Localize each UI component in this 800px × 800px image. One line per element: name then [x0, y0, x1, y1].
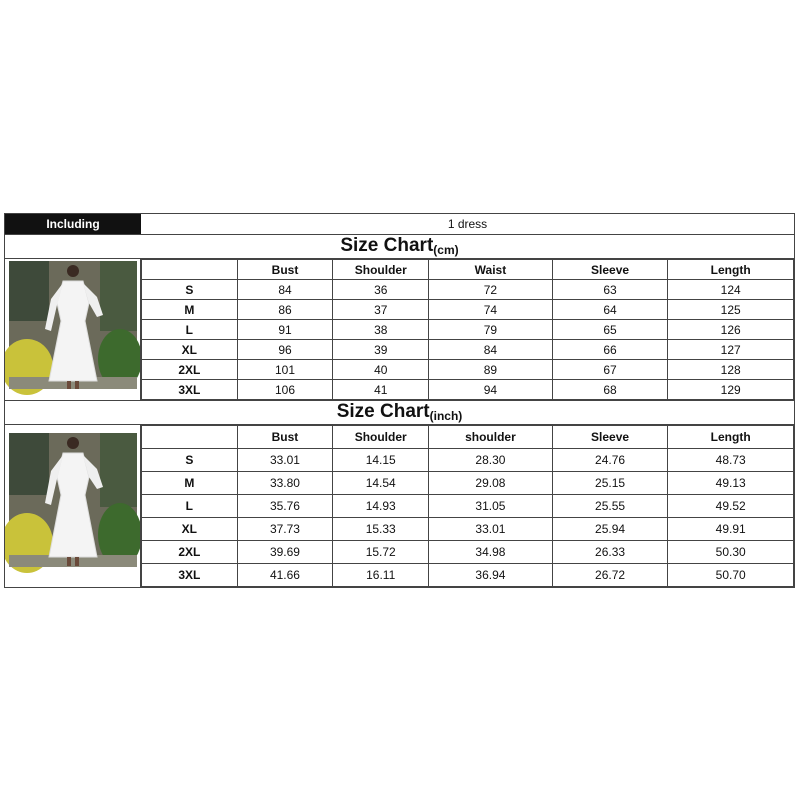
- value-cell: 25.15: [552, 472, 668, 495]
- size-cell: 3XL: [142, 564, 238, 587]
- cm-header-length: Length: [668, 260, 794, 280]
- dress-model-image: [5, 259, 140, 397]
- value-cell: 29.08: [429, 472, 553, 495]
- size-cell: S: [142, 449, 238, 472]
- value-cell: 79: [429, 320, 553, 340]
- table-row: [142, 320, 794, 340]
- value-cell: 35.76: [237, 495, 333, 518]
- value-cell: 25.55: [552, 495, 668, 518]
- table-row: [142, 449, 794, 472]
- value-cell: 14.93: [333, 495, 429, 518]
- inch-header-shoulder-2: shoulder: [429, 426, 553, 449]
- value-cell: 89: [429, 360, 553, 380]
- value-cell: 38: [333, 320, 429, 340]
- value-cell: 74: [429, 300, 553, 320]
- dress-photo-cm: [5, 259, 141, 400]
- value-cell: 50.70: [668, 564, 794, 587]
- inch-header-row: [142, 426, 794, 449]
- value-cell: 94: [429, 380, 553, 400]
- table-row: [142, 380, 794, 400]
- cm-header-bust: Bust: [237, 260, 333, 280]
- value-cell: 39.69: [237, 541, 333, 564]
- cm-chart-title-text: Size Chart: [340, 235, 434, 256]
- value-cell: 68: [552, 380, 668, 400]
- value-cell: 36: [333, 280, 429, 300]
- table-row: [142, 518, 794, 541]
- inch-chart-unit: (inch): [429, 409, 463, 423]
- value-cell: 37.73: [237, 518, 333, 541]
- inch-chart-block: [4, 425, 795, 588]
- cm-header-blank: [142, 260, 238, 280]
- value-cell: 63: [552, 280, 668, 300]
- cm-header-waist: Waist: [429, 260, 553, 280]
- cm-header-shoulder: Shoulder: [333, 260, 429, 280]
- value-cell: 128: [668, 360, 794, 380]
- value-cell: 65: [552, 320, 668, 340]
- table-row: [142, 564, 794, 587]
- value-cell: 33.01: [237, 449, 333, 472]
- size-cell: XL: [142, 518, 238, 541]
- size-cell: 2XL: [142, 541, 238, 564]
- value-cell: 31.05: [429, 495, 553, 518]
- value-cell: 36.94: [429, 564, 553, 587]
- value-cell: 26.33: [552, 541, 668, 564]
- value-cell: 15.33: [333, 518, 429, 541]
- value-cell: 48.73: [668, 449, 794, 472]
- size-cell: M: [142, 300, 238, 320]
- size-cell: L: [142, 495, 238, 518]
- value-cell: 15.72: [333, 541, 429, 564]
- value-cell: 127: [668, 340, 794, 360]
- cm-header-sleeve: Sleeve: [552, 260, 668, 280]
- value-cell: 49.91: [668, 518, 794, 541]
- value-cell: 33.01: [429, 518, 553, 541]
- value-cell: 101: [237, 360, 333, 380]
- inch-chart-title-text: Size Chart: [336, 401, 430, 422]
- inch-header-bust: Bust: [237, 426, 333, 449]
- value-cell: 24.76: [552, 449, 668, 472]
- value-cell: 49.13: [668, 472, 794, 495]
- table-row: [142, 360, 794, 380]
- size-cell: 3XL: [142, 380, 238, 400]
- size-chart-sheet: [4, 213, 795, 588]
- value-cell: 129: [668, 380, 794, 400]
- inch-header-sleeve: Sleeve: [552, 426, 668, 449]
- value-cell: 84: [429, 340, 553, 360]
- value-cell: 106: [237, 380, 333, 400]
- cm-chart-block: [4, 259, 795, 401]
- cm-chart-title: [4, 235, 795, 259]
- size-cell: S: [142, 280, 238, 300]
- table-row: [142, 495, 794, 518]
- value-cell: 26.72: [552, 564, 668, 587]
- including-value: 1 dress: [447, 217, 488, 231]
- value-cell: 64: [552, 300, 668, 320]
- value-cell: 84: [237, 280, 333, 300]
- value-cell: 91: [237, 320, 333, 340]
- size-cell: L: [142, 320, 238, 340]
- value-cell: 33.80: [237, 472, 333, 495]
- value-cell: 49.52: [668, 495, 794, 518]
- value-cell: 14.54: [333, 472, 429, 495]
- value-cell: 41: [333, 380, 429, 400]
- value-cell: 66: [552, 340, 668, 360]
- value-cell: 125: [668, 300, 794, 320]
- value-cell: 41.66: [237, 564, 333, 587]
- table-row: [142, 300, 794, 320]
- value-cell: 126: [668, 320, 794, 340]
- value-cell: 28.30: [429, 449, 553, 472]
- including-row: [4, 213, 795, 235]
- value-cell: 50.30: [668, 541, 794, 564]
- cm-header-row: [142, 260, 794, 280]
- cm-chart-unit: (cm): [433, 243, 459, 257]
- table-row: [142, 340, 794, 360]
- value-cell: 34.98: [429, 541, 553, 564]
- size-cell: M: [142, 472, 238, 495]
- cm-size-table: [141, 259, 794, 400]
- inch-size-table: [141, 425, 794, 587]
- value-cell: 67: [552, 360, 668, 380]
- table-row: [142, 472, 794, 495]
- table-row: [142, 541, 794, 564]
- value-cell: 40: [333, 360, 429, 380]
- dress-photo-inch: [5, 425, 141, 587]
- inch-header-length: Length: [668, 426, 794, 449]
- size-cell: 2XL: [142, 360, 238, 380]
- value-cell: 72: [429, 280, 553, 300]
- inch-chart-title: [4, 401, 795, 425]
- value-cell: 25.94: [552, 518, 668, 541]
- size-cell: XL: [142, 340, 238, 360]
- value-cell: 124: [668, 280, 794, 300]
- value-cell: 96: [237, 340, 333, 360]
- table-row: [142, 280, 794, 300]
- value-cell: 16.11: [333, 564, 429, 587]
- value-cell: 14.15: [333, 449, 429, 472]
- value-cell: 37: [333, 300, 429, 320]
- inch-header-blank: [142, 426, 238, 449]
- value-cell: 86: [237, 300, 333, 320]
- value-cell: 39: [333, 340, 429, 360]
- inch-header-shoulder: Shoulder: [333, 426, 429, 449]
- including-label: Including: [5, 214, 141, 234]
- dress-model-image: [5, 425, 140, 585]
